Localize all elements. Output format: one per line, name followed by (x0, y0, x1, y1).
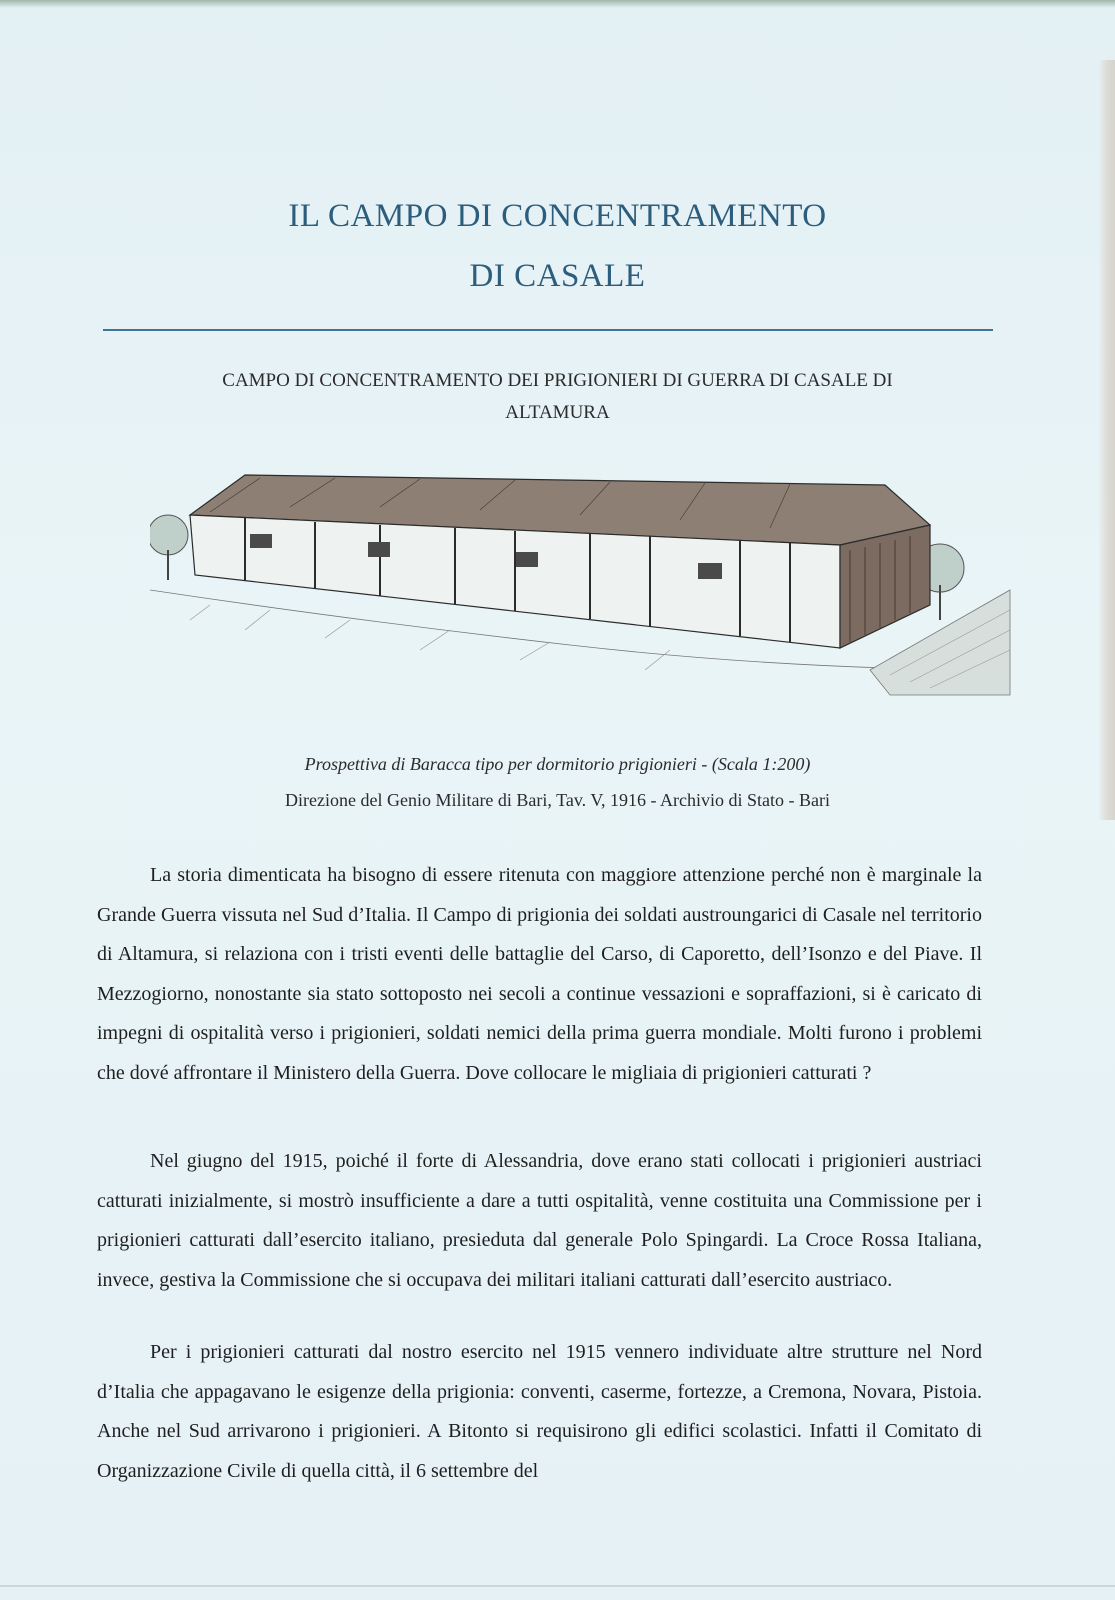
scan-bottom-fold (0, 1585, 1115, 1587)
scan-right-edge (1099, 60, 1115, 820)
paragraph-text-2: Nel giugno del 1915, poiché il forte di Alessandria, dove erano stati collocati i prigionieri austriaci catturati inizialmente, si mostrò insufficiente a dare a tutti ospitalità, venne costituita una Commissione per i prigionieri catturati dall’esercito italiano, presieduta dal generale Polo Spingardi. La Croce Rossa Italiana, invece, gestiva la Commissione che si occupava dei militari italiani catturati dall’esercito austriaco. (97, 1150, 982, 1291)
scan-top-edge (0, 0, 1115, 8)
body-paragraph-2 (97, 1142, 982, 1300)
figure-caption: Prospettiva di Baracca tipo per dormitorio prigionieri - (Scala 1:200) (304, 754, 811, 774)
title-divider (103, 329, 993, 331)
body-paragraph-1 (97, 856, 982, 1093)
figure-source: Direzione del Genio Militare di Bari, Tav. V, 1916 - Archivio di Stato - Bari (285, 790, 830, 810)
body-paragraph-3 (97, 1333, 982, 1491)
barrack-drawing (150, 470, 1030, 710)
document-title-line1: IL CAMPO DI CONCENTRAMENTO (288, 198, 827, 234)
paragraph-text-1: La storia dimenticata ha bisogno di essere ritenuta con maggiore attenzione perché non è marginale la Grande Guerra vissuta nel Sud d’Italia. Il Campo di prigionia dei soldati austroungarici di Casale nel territorio di Altamura, si relaziona con i tristi eventi delle battaglie del Carso, di Caporetto, dell’Isonzo e del Piave. Il Mezzogiorno, nonostante sia stato sottoposto nei secoli a continue vessazioni e sopraffazioni, si è caricato di impegni di ospitalità verso i prigionieri, soldati nemici della prima guerra mondiale. Molti furono i problemi che dové affrontare il Ministero della Guerra. Dove collocare le migliaia di prigionieri catturati ? (97, 864, 982, 1084)
document-subtitle-line1: CAMPO DI CONCENTRAMENTO DEI PRIGIONIERI DI GUERRA DI CASALE DI (222, 370, 893, 391)
document-subtitle-line2: ALTAMURA (505, 402, 610, 423)
paragraph-text-3: Per i prigionieri catturati dal nostro esercito nel 1915 vennero individuate altre strutture nel Nord d’Italia che appagavano le esigenze della prigionia: conventi, caserme, fortezze, a Cremona, Novara, Pistoia. Anche nel Sud arrivarono i prigionieri. A Bitonto si requisirono gli edifici scolastici. Infatti il Comitato di Organizzazione Civile di quella città, il 6 settembre del (97, 1341, 982, 1482)
document-title-line2: DI CASALE (469, 258, 646, 294)
